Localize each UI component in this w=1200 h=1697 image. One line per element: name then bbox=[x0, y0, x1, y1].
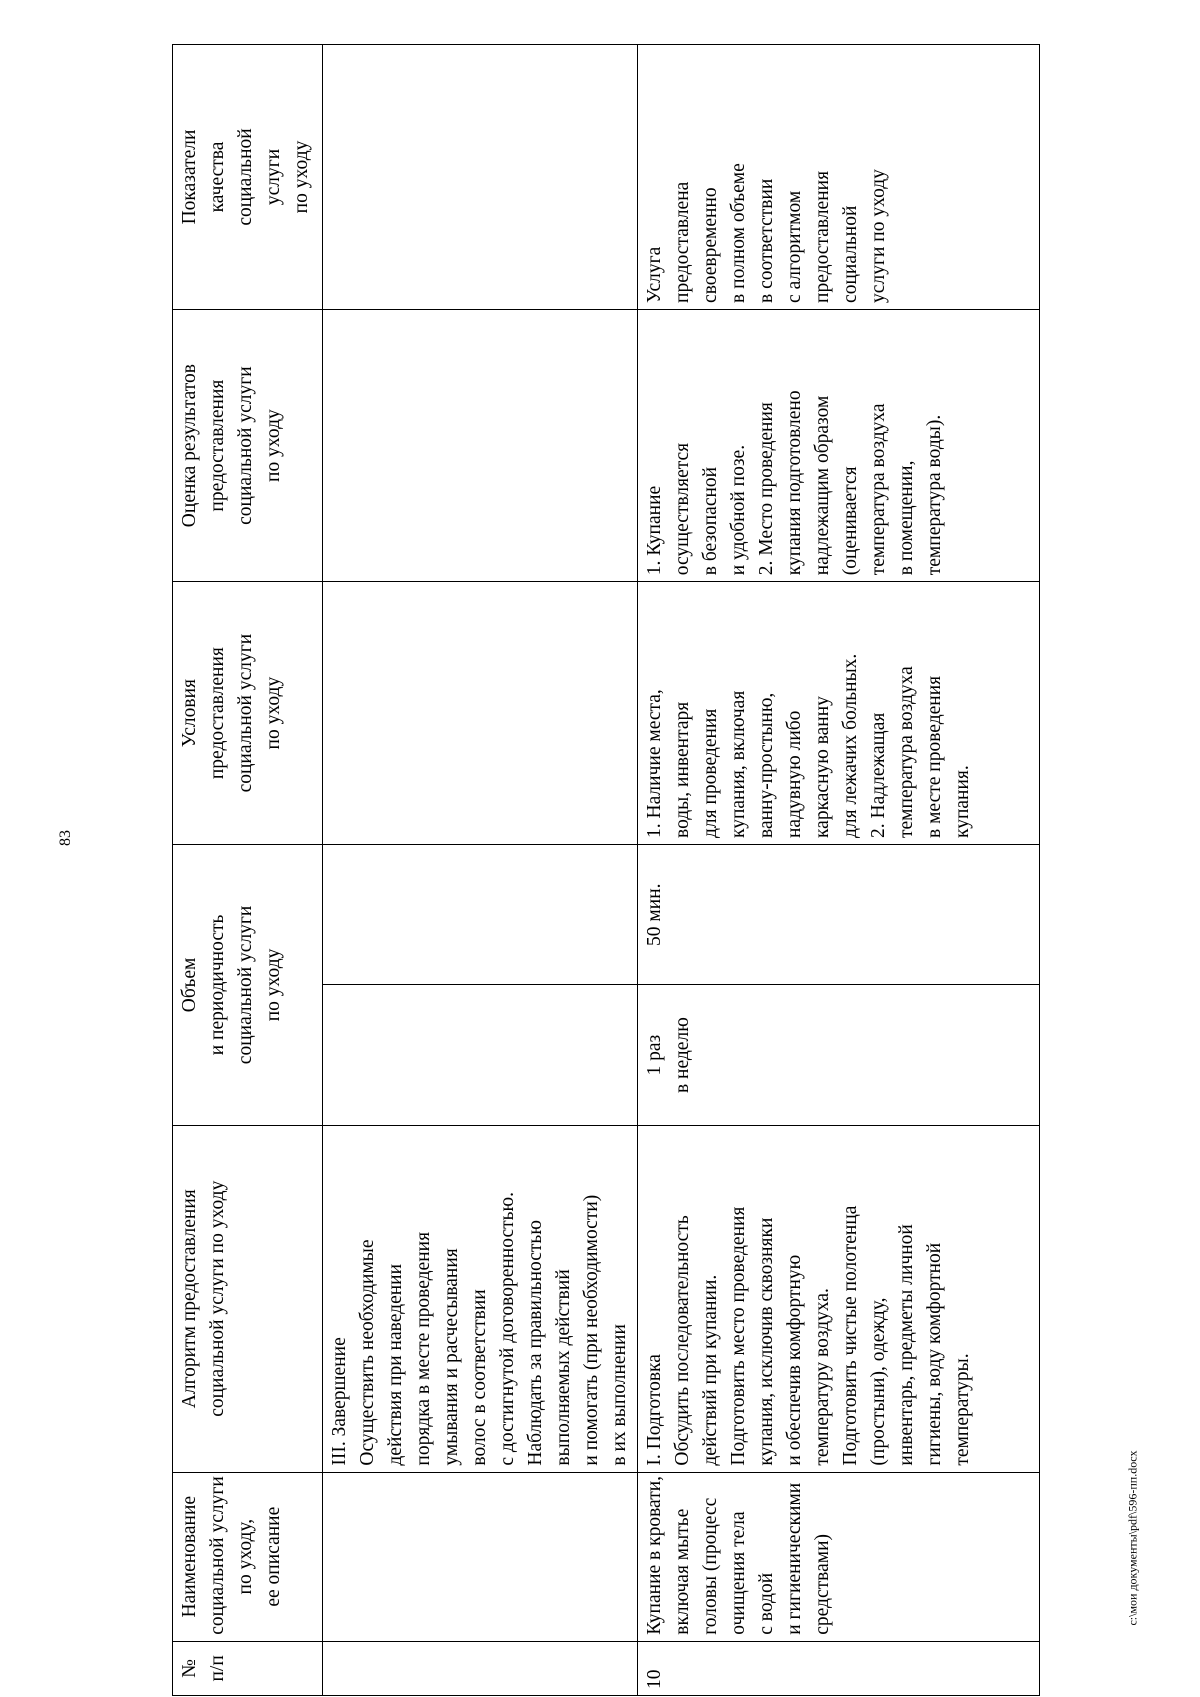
text-line: ее описание bbox=[263, 1506, 284, 1607]
text-line: Показатели bbox=[179, 129, 200, 225]
text-line: и гигиеническими bbox=[784, 1482, 805, 1635]
table-header-row bbox=[173, 45, 323, 1696]
text-line: в помещении, bbox=[896, 460, 917, 576]
text-line: инвентарь, предметы личной bbox=[896, 1224, 917, 1466]
text-line: надлежащим образом bbox=[812, 395, 833, 576]
row10-conditions-cell bbox=[638, 582, 1040, 845]
row10-num-cell: 10 bbox=[638, 1641, 1040, 1695]
prev-algorithm-cell bbox=[323, 1125, 638, 1472]
text-line: и обеспечив комфортную bbox=[784, 1254, 805, 1466]
header-num bbox=[173, 1641, 323, 1695]
text-line: по уходу bbox=[263, 948, 284, 1022]
text-line: очищения тела bbox=[728, 1511, 749, 1635]
table-row-10 bbox=[638, 45, 1040, 1696]
text-line: в месте проведения bbox=[924, 675, 945, 838]
text-line: (оценивается bbox=[840, 466, 861, 576]
header-name bbox=[173, 1472, 323, 1641]
text-line: 1. Купание bbox=[644, 485, 665, 576]
text-line: в неделю bbox=[672, 1017, 693, 1094]
text-line: волос в соответствии bbox=[469, 1289, 490, 1466]
text-line: для лежачих больных. bbox=[840, 653, 861, 838]
text-line: купания, включая bbox=[728, 690, 749, 838]
text-line: температуры. bbox=[952, 1353, 973, 1466]
text-line: умывания и расчесывания bbox=[441, 1248, 462, 1466]
text-line: воды, инвентаря bbox=[672, 701, 693, 838]
text-line: своевременно bbox=[700, 187, 721, 303]
text-line: социальной услуги bbox=[235, 905, 256, 1065]
text-line: по уходу, bbox=[235, 1518, 256, 1595]
text-line: Осуществить необходимые bbox=[357, 1239, 378, 1466]
text-line: и удобной позе. bbox=[728, 444, 749, 576]
text-line: услуги bbox=[263, 148, 284, 206]
header-conditions bbox=[173, 582, 323, 845]
text-line: в безопасной bbox=[700, 466, 721, 576]
text-line: купания, исключив сквозняки bbox=[756, 1217, 777, 1466]
text-line: по уходу bbox=[263, 409, 284, 482]
text-line: 2. Надлежащая bbox=[868, 712, 889, 838]
text-line: 1. Наличие места, bbox=[644, 689, 665, 838]
header-volume bbox=[173, 845, 323, 1126]
text-line: действий при купании. bbox=[700, 1274, 721, 1466]
text-line: по уходу bbox=[291, 140, 312, 214]
text-line: температура воздуха bbox=[868, 403, 889, 576]
page-number: 83 bbox=[57, 830, 74, 846]
row10-name-cell bbox=[638, 1472, 1040, 1641]
prev-name-cell bbox=[323, 1472, 638, 1641]
text-line: Услуга bbox=[644, 246, 665, 303]
text-line: Подготовить место проведения bbox=[728, 1206, 749, 1466]
prev-evaluation-cell bbox=[323, 309, 638, 581]
text-line: с алгоритмом bbox=[784, 190, 805, 303]
text-line: социальной услуги bbox=[235, 633, 256, 793]
text-line: III. Завершение bbox=[329, 1337, 350, 1466]
text-line: в полном объеме bbox=[728, 163, 749, 303]
prev-num-cell bbox=[323, 1641, 638, 1695]
prev-conditions-cell bbox=[323, 582, 638, 845]
text-line: социальной услуги по уходу bbox=[207, 1180, 228, 1417]
text-line: в соответствии bbox=[756, 178, 777, 303]
row10-frequency-cell bbox=[638, 985, 1040, 1125]
prev-indicators-cell bbox=[323, 45, 638, 310]
text-line: предоставления bbox=[207, 647, 228, 780]
footer-file-path: c:\мои документы\pdf\596-пп.docx bbox=[1125, 1450, 1140, 1626]
text-line: 2. Место проведения bbox=[756, 402, 777, 576]
text-line: Подготовить чистые полотенца bbox=[840, 1205, 861, 1466]
text-line: № bbox=[179, 1659, 200, 1678]
text-line: Наблюдать за правильностью bbox=[525, 1220, 546, 1466]
text-line: в их выполнении bbox=[609, 1324, 630, 1466]
text-line: надувную либо bbox=[784, 710, 805, 838]
text-line: для проведения bbox=[700, 708, 721, 838]
text-line: социальной bbox=[840, 205, 861, 303]
care-services-table-wrapper bbox=[172, 44, 1040, 1696]
row10-evaluation-cell bbox=[638, 309, 1040, 581]
text-line: услуги по уходу bbox=[868, 169, 889, 303]
text-line: действия при наведении bbox=[385, 1263, 406, 1466]
text-line: социальной услуги bbox=[235, 366, 256, 525]
text-line: Алгоритм предоставления bbox=[179, 1189, 200, 1409]
text-line: средствами) bbox=[812, 1533, 833, 1635]
text-line: с достигнутой договоренностью. bbox=[497, 1192, 518, 1466]
text-line: температура воды). bbox=[924, 414, 945, 576]
text-line: порядка в месте проведения bbox=[413, 1231, 434, 1466]
text-line: социальной bbox=[235, 128, 256, 226]
text-line: купания подготовлено bbox=[784, 390, 805, 576]
text-line: Объем bbox=[179, 957, 200, 1013]
text-line: гигиены, воду комфортной bbox=[924, 1242, 945, 1466]
text-line: предоставления bbox=[812, 170, 833, 303]
text-line: п/п bbox=[207, 1655, 228, 1682]
text-line: и периодичность bbox=[207, 914, 228, 1056]
text-line: по уходу bbox=[263, 676, 284, 750]
text-line: (простыни), одежду, bbox=[868, 1297, 889, 1466]
prev-duration-cell bbox=[323, 845, 638, 985]
text-line: ванну-простыню, bbox=[756, 692, 777, 838]
header-evaluation bbox=[173, 309, 323, 581]
care-services-table bbox=[172, 44, 1040, 1696]
text-line: купания. bbox=[952, 765, 973, 838]
text-line: предоставления bbox=[207, 379, 228, 512]
text-line: с водой bbox=[756, 1572, 777, 1635]
prev-frequency-cell bbox=[323, 985, 638, 1125]
text-line: температуру воздуха. bbox=[812, 1288, 833, 1466]
header-indicators bbox=[173, 45, 323, 310]
text-line: 1 раз bbox=[644, 1034, 665, 1076]
table-row-previous bbox=[323, 45, 638, 1696]
header-algorithm bbox=[173, 1125, 323, 1472]
text-line: Условия bbox=[179, 679, 200, 748]
text-line: социальной услуги bbox=[207, 1476, 228, 1635]
text-line: температура воздуха bbox=[896, 666, 917, 838]
row10-algorithm-cell bbox=[638, 1125, 1040, 1472]
text-line: Наименование bbox=[179, 1495, 200, 1618]
text-line: качества bbox=[207, 141, 228, 213]
text-line: Обсудить последовательность bbox=[672, 1215, 693, 1466]
text-line: I. Подготовка bbox=[644, 1354, 665, 1466]
text-line: и помогать (при необходимости) bbox=[581, 1194, 602, 1466]
text-line: каркасную ванну bbox=[812, 696, 833, 838]
text-line: осуществляется bbox=[672, 442, 693, 576]
row10-indicators-cell bbox=[638, 45, 1040, 310]
text-line: включая мытье bbox=[672, 1508, 693, 1635]
text-line: предоставлена bbox=[672, 181, 693, 303]
text-line: Оценка результатов bbox=[179, 364, 200, 528]
text-line: выполняемых действий bbox=[553, 1269, 574, 1466]
text-line: Купание в кровати, bbox=[644, 1475, 665, 1635]
text-line: головы (процесс bbox=[700, 1497, 721, 1635]
row10-duration-cell: 50 мин. bbox=[638, 845, 1040, 985]
